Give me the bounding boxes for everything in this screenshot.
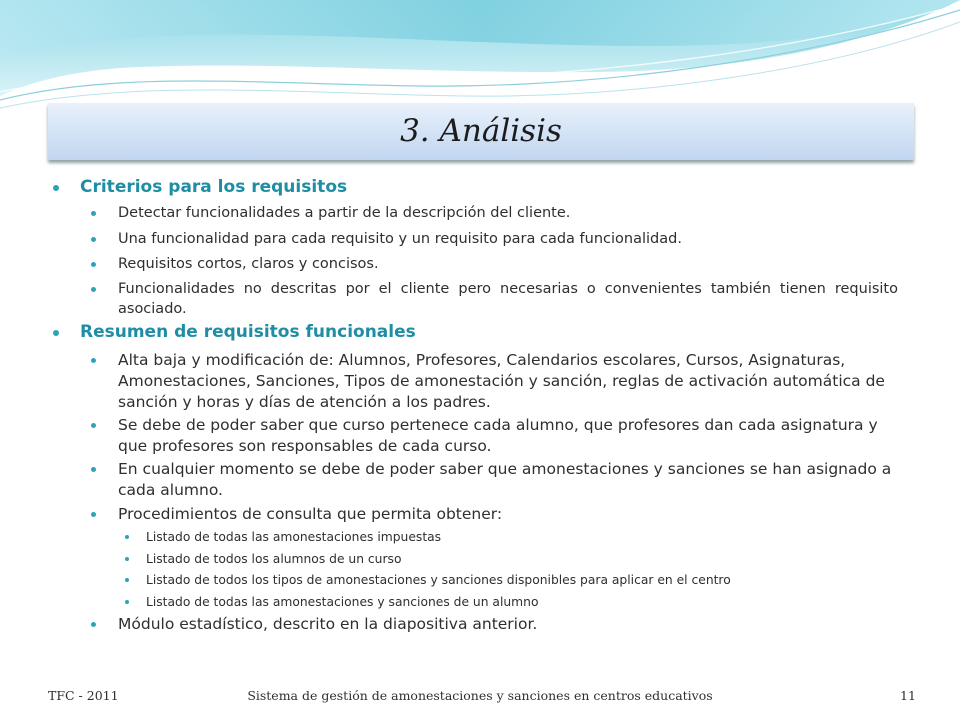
bullet-icon [91,211,96,216]
list-item: Alta baja y modificación de: Alumnos, Profesores, Calendarios escolares, Cursos, Asignaturas, Amonestaciones, Sanciones, Tipos de amonestación y sanción, reglas de activación automática de sanción y horas y días de atención a los padres. [100,350,898,413]
sub-list-item: Listado de todas las amonestaciones impuestas [131,529,441,545]
bullet-icon [91,622,96,627]
bullet-icon [91,237,96,242]
title-bar [48,103,914,160]
bullet-icon [91,512,96,517]
footer-left: TFC - 2011 [48,688,119,703]
list-item: Detectar funcionalidades a partir de la descripción del cliente. [100,203,898,223]
footer-center: Sistema de gestión de amonestaciones y sanciones en centros educativos [247,688,713,703]
sub-list-item: Listado de todos los alumnos de un curso [131,551,401,567]
bullet-icon [91,423,96,428]
bullet-icon [91,287,96,292]
bullet-icon [91,467,96,472]
bullet-icon [125,557,129,561]
section-heading-resumen: Resumen de requisitos funcionales [62,322,416,342]
bullet-icon [53,185,59,191]
bullet-icon [91,358,96,363]
list-item: Módulo estadístico, descrito en la diapositiva anterior. [100,614,898,635]
list-item: Funcionalidades no descritas por el cliente pero necesarias o convenientes también tienen requisito asociado. [100,279,898,319]
bullet-icon [91,262,96,267]
sub-list-item: Listado de todas las amonestaciones y sanciones de un alumno [131,594,538,610]
bullet-icon [53,330,59,336]
list-item: Requisitos cortos, claros y concisos. [100,254,898,274]
page-number: 11 [900,688,916,703]
slide-title: 3. Análisis [400,113,562,149]
bullet-icon [125,600,129,604]
list-item: Una funcionalidad para cada requisito y un requisito para cada funcionalidad. [100,229,898,249]
sub-list-item: Listado de todos los tipos de amonestaciones y sanciones disponibles para aplicar en el centro [131,572,731,588]
bullet-icon [125,578,129,582]
list-item: Procedimientos de consulta que permita obtener: [100,504,898,525]
list-item: Se debe de poder saber que curso pertenece cada alumno, que profesores dan cada asignatura y que profesores son responsables de cada curso. [100,415,898,457]
bullet-icon [125,535,129,539]
list-item: En cualquier momento se debe de poder saber que amonestaciones y sanciones se han asignado a cada alumno. [100,459,898,501]
section-heading-criterios: Criterios para los requisitos [62,177,347,197]
